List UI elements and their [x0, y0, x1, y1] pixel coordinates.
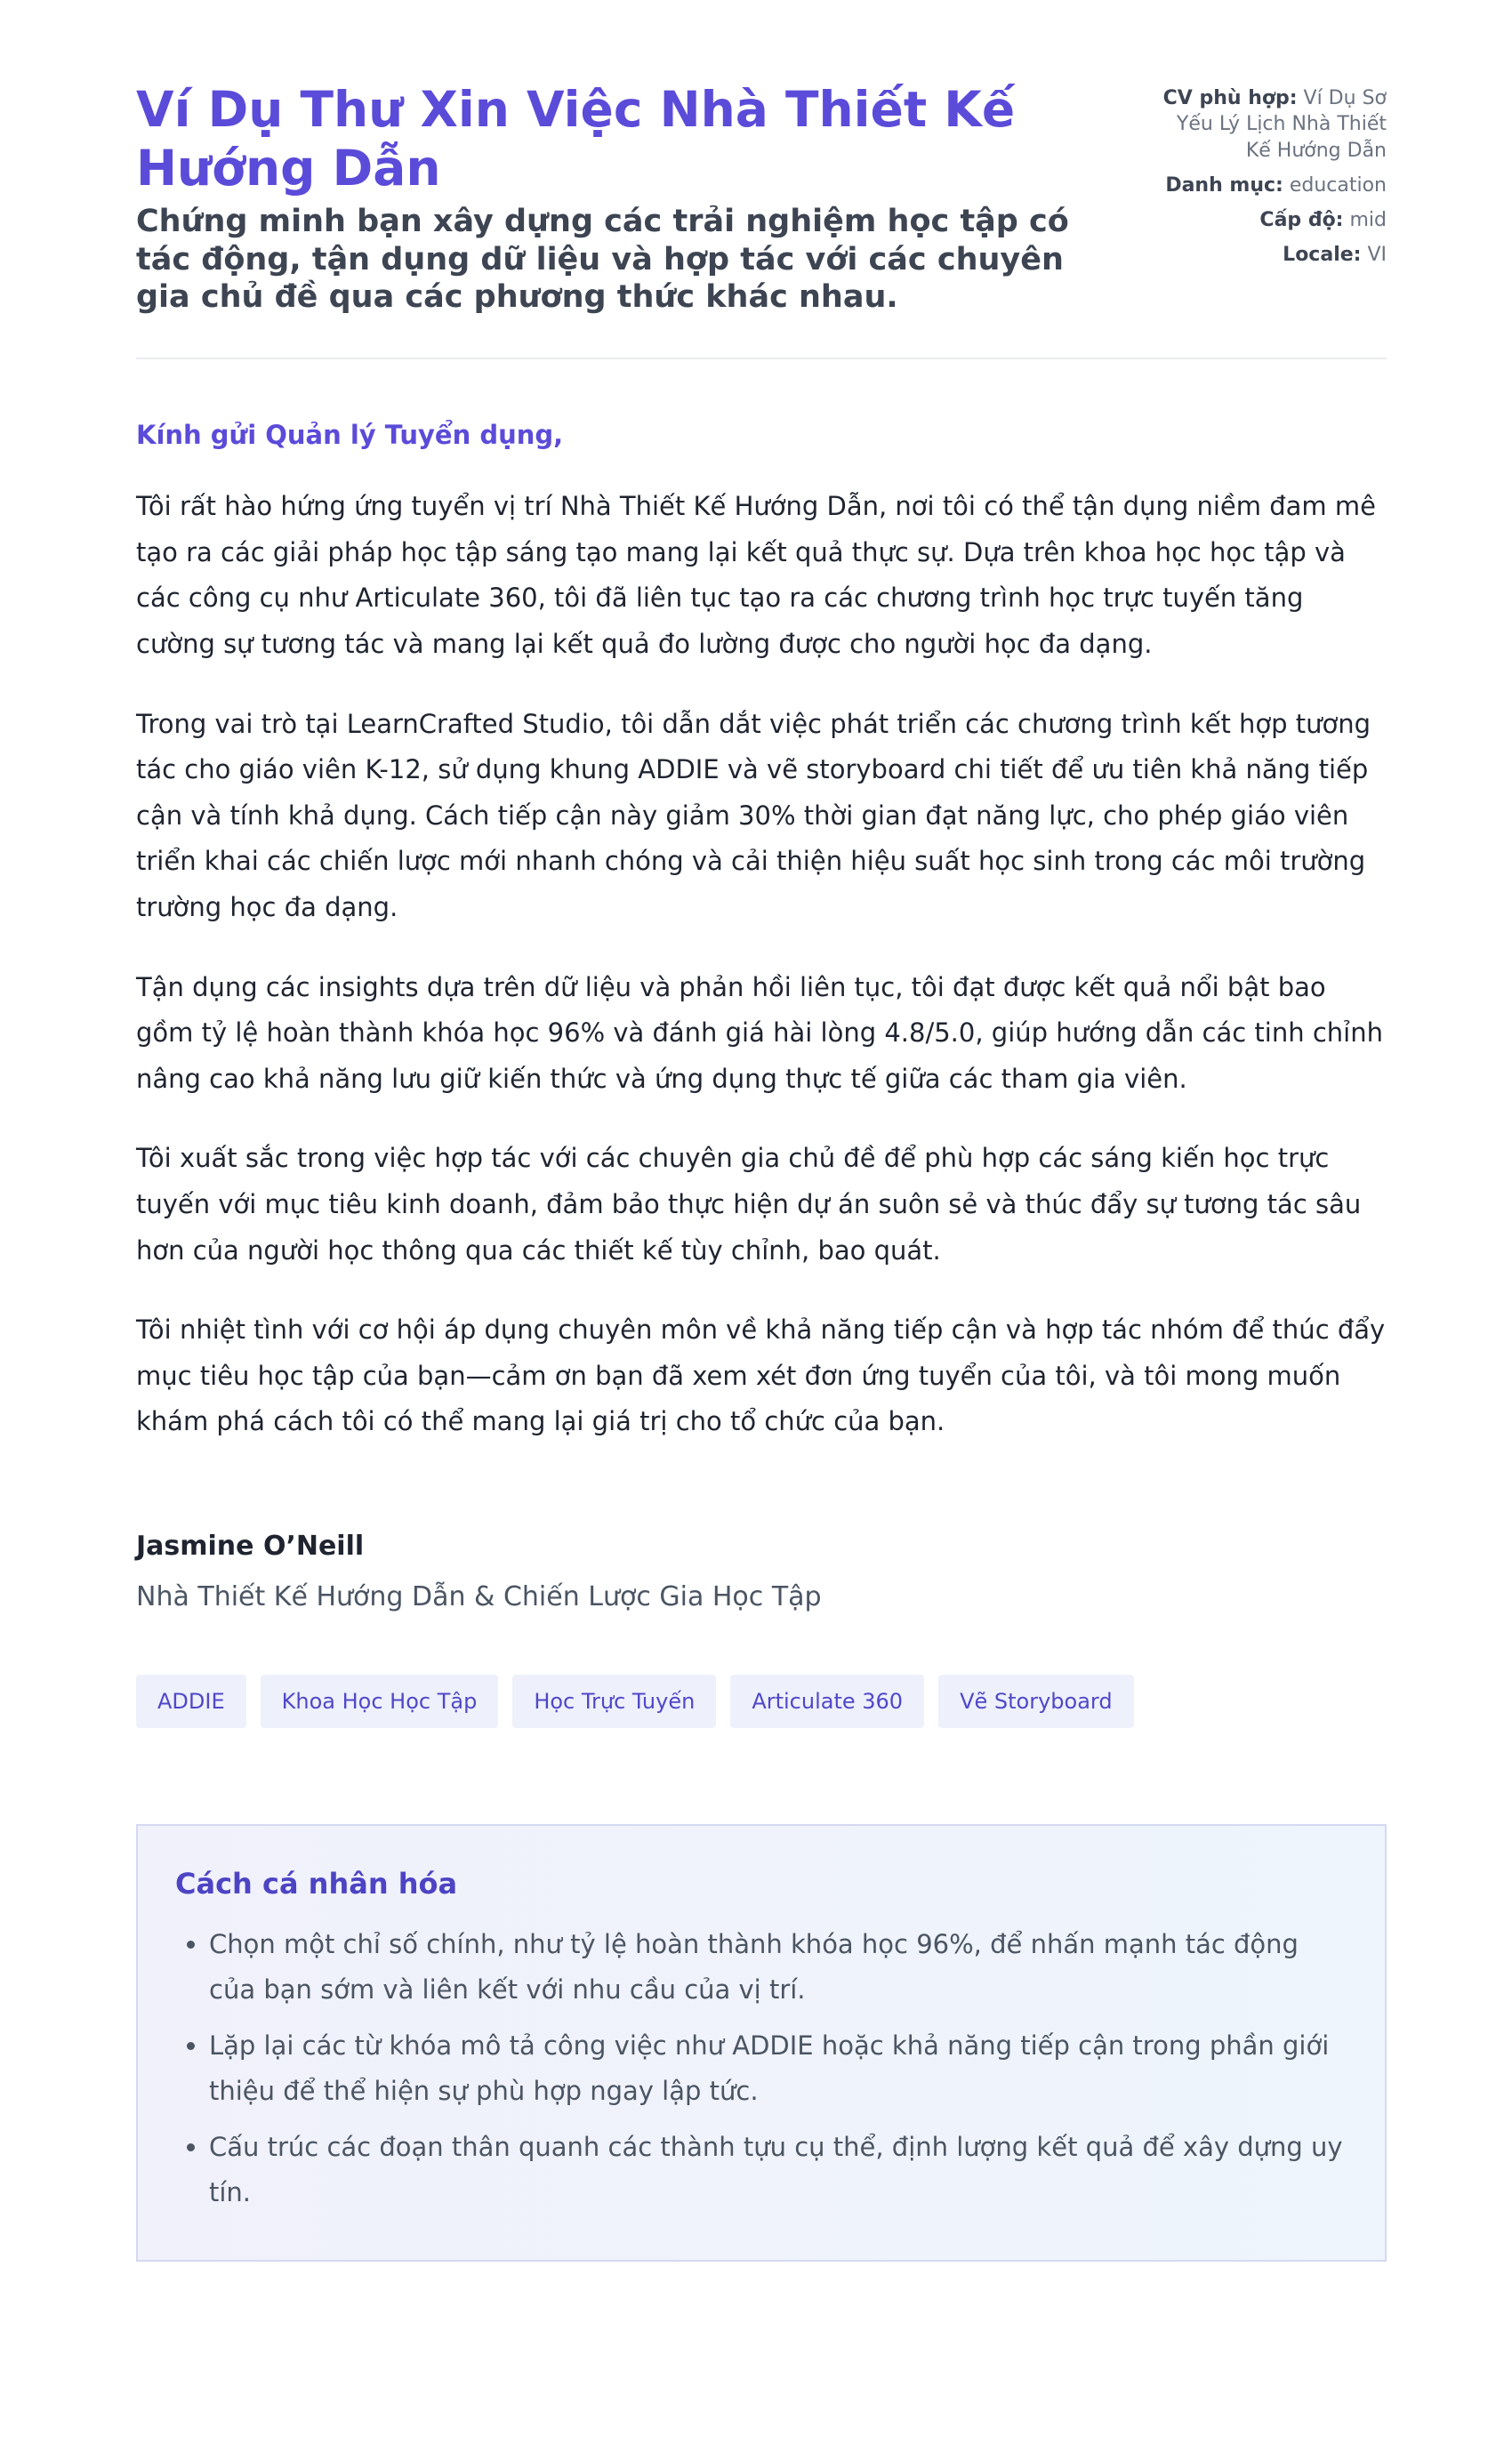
signature-title: Nhà Thiết Kế Hướng Dẫn & Chiến Lược Gia Học Tập	[136, 1581, 822, 1613]
meta-value: VI	[1367, 244, 1387, 267]
tip-item: • Lặp lại các từ khóa mô tả công việc như ADDIE hoặc khả năng tiếp cận trong phần giới thiệu để thể hiện sự phù hợp ngay lập tức.	[209, 2023, 1347, 2114]
skill-tag: Học Trực Tuyến	[512, 1675, 716, 1728]
meta-matching-cv	[1146, 85, 1387, 164]
page-title: Ví Dụ Thư Xin Việc Nhà Thiết Kế Hướng Dẫn	[136, 81, 1016, 197]
skill-tag: Articulate 360	[730, 1675, 924, 1728]
meta-panel	[1146, 80, 1387, 277]
meta-level	[1146, 207, 1387, 233]
meta-label: Cấp độ:	[1259, 209, 1344, 231]
skill-tag: Khoa Học Học Tập	[261, 1675, 499, 1728]
skill-tags	[136, 1675, 1387, 1728]
letter-paragraph-3: Tận dụng các insights dựa trên dữ liệu và phản hồi liên tục, tôi đạt được kết quả nổi bật bao gồm tỷ lệ hoàn thành khóa học 96% và đánh giá hài lòng 4.8/5.0, giúp hướng dẫn các tinh chỉnh nâng cao khả năng lưu giữ kiến thức và ứng dụng thực tế giữa các tham gia viên.	[136, 971, 1383, 1094]
salutation: Kính gửi Quản lý Tuyển dụng,	[136, 420, 564, 451]
personalization-tips-box	[136, 1824, 1387, 2262]
letter-paragraph-2: Trong vai trò tại LearnCrafted Studio, tôi dẫn dắt việc phát triển các chương trình kết hợp tương tác cho giáo viên K-12, sử dụng khung ADDIE và vẽ storyboard chi tiết để ưu tiên khả năng tiếp cận và tính khả dụng. Cách tiếp cận này giảm 30% thời gian đạt năng lực, cho phép giáo viên triển khai các chiến lược mới nhanh chóng và cải thiện hiệu suất học sinh trong các môi trường trường học đa dạng.	[136, 708, 1371, 922]
tips-title: Cách cá nhân hóa	[175, 1867, 458, 1901]
meta-locale	[1146, 242, 1387, 268]
meta-value: mid	[1349, 209, 1387, 231]
tips-list	[175, 1922, 1347, 2215]
signature-block	[136, 1531, 1387, 1612]
skill-tag: ADDIE	[136, 1675, 246, 1728]
page-header	[136, 80, 1387, 359]
meta-value: education	[1289, 173, 1387, 197]
letter-body	[136, 420, 1387, 1445]
meta-value: Ví Dụ Sơ Yếu Lý Lịch Nhà Thiết Kế Hướng Dẫn	[1176, 87, 1387, 162]
meta-label: Danh mục:	[1165, 173, 1283, 197]
meta-label: Locale:	[1283, 244, 1362, 267]
meta-category	[1146, 173, 1387, 198]
meta-label: CV phù hợp:	[1162, 87, 1298, 109]
tip-item: • Chọn một chỉ số chính, như tỷ lệ hoàn thành khóa học 96%, để nhấn mạnh tác động của bạn sớm và liên kết với nhu cầu của vị trí.	[209, 1922, 1347, 2013]
skill-tag: Vẽ Storyboard	[938, 1675, 1134, 1728]
letter-paragraph-1: Tôi rất hào hứng ứng tuyển vị trí Nhà Thiết Kế Hướng Dẫn, nơi tôi có thể tận dụng niềm đam mê tạo ra các giải pháp học tập sáng tạo mang lại kết quả thực sự. Dựa trên khoa học học tập và các công cụ như Articulate 360, tôi đã liên tục tạo ra các chương trình học trực tuyến tăng cường sự tương tác và mang lại kết quả đo lường được cho người học đa dạng.	[136, 491, 1376, 659]
letter-paragraph-5: Tôi nhiệt tình với cơ hội áp dụng chuyên môn về khả năng tiếp cận và hợp tác nhóm để thúc đẩy mục tiêu học tập của bạn—cảm ơn bạn đã xem xét đơn ứng tuyển của tôi, và tôi mong muốn khám phá cách tôi có thể mang lại giá trị cho tổ chức của bạn.	[136, 1314, 1386, 1437]
page-subtitle: Chứng minh bạn xây dựng các trải nghiệm học tập có tác động, tận dụng dữ liệu và hợp tác với các chuyên gia chủ đề qua các phương thức khác nhau.	[136, 204, 1069, 316]
letter-paragraph-4: Tôi xuất sắc trong việc hợp tác với các chuyên gia chủ đề để phù hợp các sáng kiến học trực tuyến với mục tiêu kinh doanh, đảm bảo thực hiện dự án suôn sẻ và thúc đẩy sự tương tác sâu hơn của người học thông qua các thiết kế tùy chỉnh, bao quát.	[136, 1143, 1362, 1266]
cover-letter-page	[136, 80, 1387, 2262]
signature-name: Jasmine O’Neill	[136, 1531, 365, 1563]
header-titles	[136, 80, 1106, 317]
tip-item: • Cấu trúc các đoạn thân quanh các thành tựu cụ thể, định lượng kết quả để xây dựng uy tín.	[209, 2125, 1347, 2215]
